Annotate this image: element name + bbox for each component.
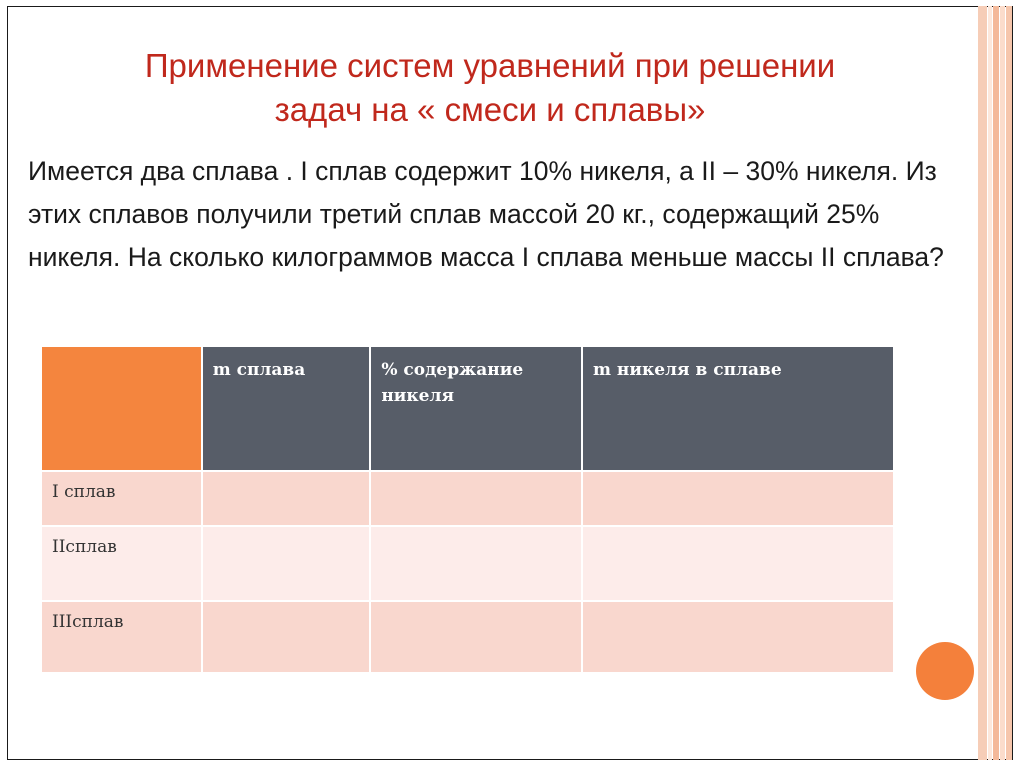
table-cell[interactable] — [370, 526, 582, 601]
header-mass: m сплава — [202, 346, 371, 471]
row-label: I сплав — [41, 471, 202, 526]
table-corner-cell — [41, 346, 202, 471]
table-row — [41, 526, 894, 601]
decor-stripe — [978, 6, 987, 760]
decor-stripe — [1006, 6, 1012, 760]
slide-title-line-1: Применение систем уравнений при решении — [144, 47, 836, 84]
table-cell[interactable] — [202, 526, 371, 601]
table-cell[interactable] — [582, 526, 894, 601]
table-cell[interactable] — [582, 601, 894, 673]
row-label: IIсплав — [41, 526, 202, 601]
table-cell[interactable] — [370, 471, 582, 526]
table-cell[interactable] — [202, 601, 371, 673]
data-table — [40, 345, 895, 674]
table-cell[interactable] — [370, 601, 582, 673]
header-nickel-mass: m никеля в сплаве — [582, 346, 894, 471]
slide-title — [40, 44, 940, 132]
problem-statement: Имеется два сплава . I сплав содержит 10% никеля, а II – 30% никеля. Из этих сплавов получили третий сплав массой 20 кг., содержащий 25% никеля. На сколько килограммов масса I сплава меньше массы II сплава? — [28, 156, 944, 272]
decor-stripe — [1000, 6, 1005, 760]
table-cell[interactable] — [202, 471, 371, 526]
accent-circle — [916, 642, 974, 700]
row-label: IIIсплав — [41, 601, 202, 673]
table-row — [41, 471, 894, 526]
table-row — [41, 601, 894, 673]
decor-stripe — [993, 6, 999, 760]
table-cell[interactable] — [582, 471, 894, 526]
header-percent: % содержание никеля — [370, 346, 582, 471]
slide-title-line-2: задач на « смеси и сплавы» — [274, 91, 706, 128]
table-header-row — [41, 346, 894, 471]
decor-stripe — [988, 6, 992, 760]
